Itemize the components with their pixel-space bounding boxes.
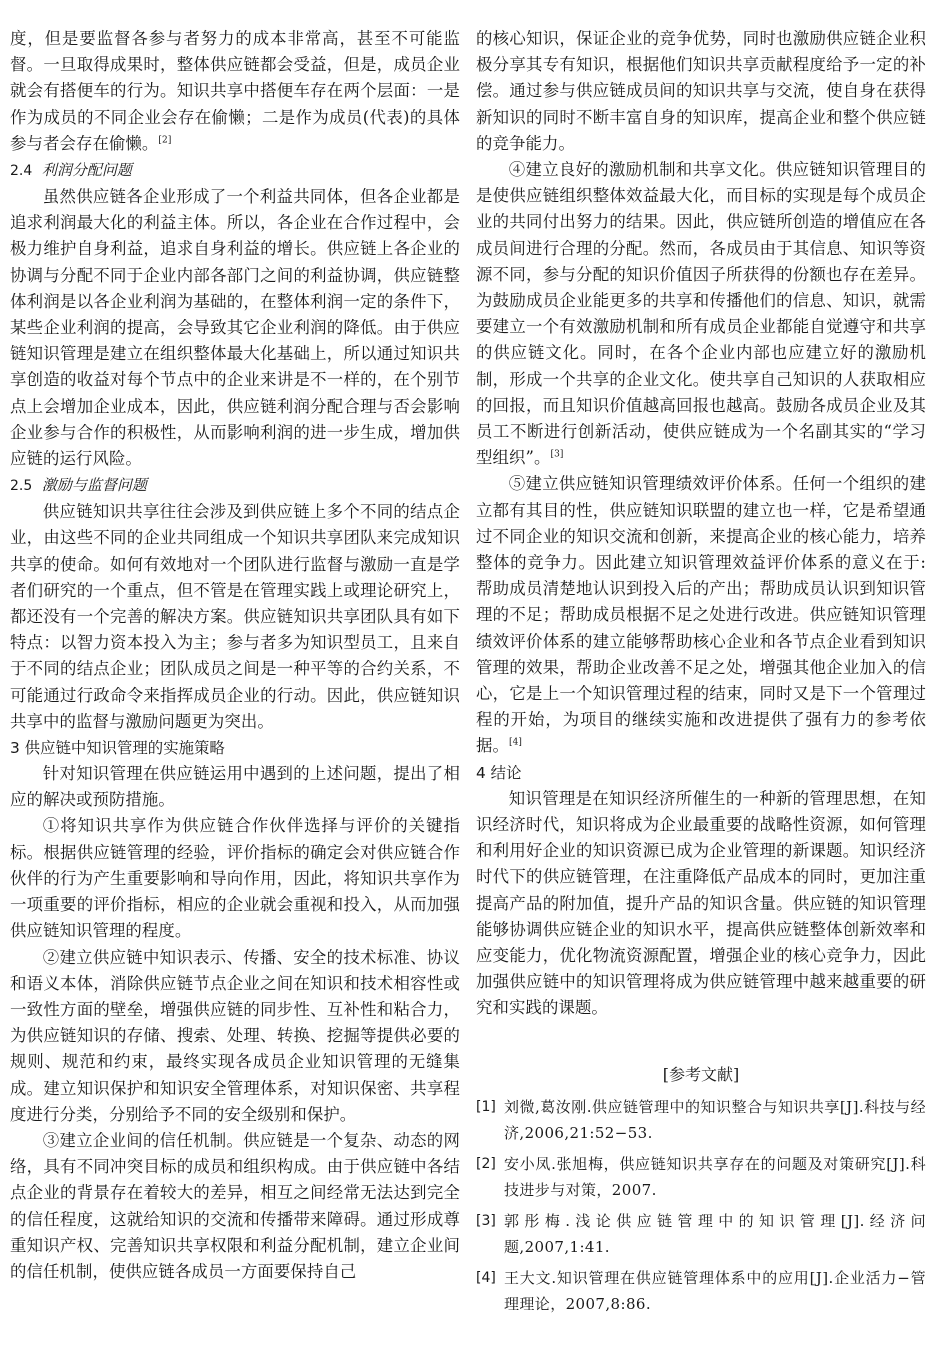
reference-number: [3] bbox=[476, 1212, 496, 1229]
reference-text: 安小凤.张旭梅，供应链知识共享存在的问题及对策研究[J].科技进步与对策，2007. bbox=[504, 1154, 926, 1199]
citation: [3] bbox=[550, 449, 564, 460]
reference-number: [2] bbox=[476, 1155, 496, 1172]
reference-number: [1] bbox=[476, 1098, 496, 1115]
references-title: [参考文献] bbox=[662, 1064, 740, 1084]
reference-text: 郭彤梅.浅论供应链管理中的知识管理[J].经济问题,2007,1:41. bbox=[504, 1211, 926, 1256]
paragraph bbox=[10, 26, 460, 157]
reference-item bbox=[476, 1265, 926, 1317]
section-title: 激励与监督问题 bbox=[41, 476, 147, 495]
section-number: 2.5 bbox=[10, 478, 33, 495]
reference-item bbox=[476, 1151, 926, 1203]
paragraph-text: 度，但是要监督各参与者努力的成本非常高，甚至不可能监督。一旦取得成果时，整体供应链都会受益，但是，成员企业就会有搭便车的行为。知识共享中搭便车存在两个层面：一是作为成员的不同企业会存在偷懒；二是作为成员(代表)的具体参与者会存在偷懒。 bbox=[10, 29, 460, 153]
reference-text: 刘微,葛汝刚.供应链管理中的知识整合与知识共享[J].科技与经济,2006,21:52−53. bbox=[504, 1097, 926, 1142]
citation: [2] bbox=[158, 135, 172, 146]
section-heading-3: 3 供应链中知识管理的实施策略 bbox=[10, 739, 225, 758]
paragraph-text: ④建立良好的激励机制和共享文化。供应链知识管理目的是使供应链组织整体效益最大化，而目标的实现是每个成员企业的共同付出努力的结果。因此，供应链所创造的增值应在各成员间进行合理的分配。然而，各成员由于其信息、知识等资源不同，参与分配的知识价值因子所获得的份额也存在差异。为鼓励成员企业能更多的共享和传播他们的信息、知识，就需要建立一个有效激励机制和所有成员企业都能自觉遵守和共享的供应链文化。同时，在各个企业内部也应建立好的激励机制，形成一个共享的企业文化。使共享自己知识的人获取相应的回报，而且知识价值越高回报也越高。鼓励各成员企业及其员工不断进行创新活动，使供应链成为一个名副其实的“学习型组织”。 bbox=[476, 160, 926, 468]
reference-text: 王大文.知识管理在供应链管理体系中的应用[J].企业活力−管理理论，2007,8:86. bbox=[504, 1268, 926, 1313]
citation: [4] bbox=[508, 738, 523, 749]
section-number: 2.4 bbox=[10, 163, 33, 180]
reference-item bbox=[476, 1208, 926, 1260]
reference-item bbox=[476, 1094, 926, 1146]
right-column bbox=[476, 0, 926, 1370]
paragraph: ③建立企业间的信任机制。供应链是一个复杂、动态的网络，具有不同冲突目标的成员和组织构成。由于供应链中各结点企业的背景存在着较大的差异，相互之间经常无法达到完全的信任程度，这就给知识的交流和传播带来障碍。通过形成尊重知识产权、完善知识共享权限和利益分配机制，建立企业间的信任机制，使供应链各成员一方面要保持自己 bbox=[10, 1130, 460, 1281]
paragraph: ①将知识共享作为供应链合作伙伴选择与评价的关键指标。根据供应链管理的经验，评价指标的确定会对供应链合作伙伴的行为产生重要影响和导向作用，因此，将知识共享作为一项重要的评价指标，相应的企业就会重视和投入，从而加强供应链知识管理的程度。 bbox=[10, 816, 460, 941]
left-column bbox=[10, 0, 460, 1370]
paragraph bbox=[476, 471, 926, 759]
paper-page bbox=[10, 0, 926, 1344]
section-heading-2-5 bbox=[10, 472, 460, 499]
paragraph: 供应链知识共享往往会涉及到供应链上多个不同的结点企业，由这些不同的企业共同组成一个知识共享团队来完成知识共享的使命。如何有效地对一个团队进行监督与激励一直是学者们研究的一个重点，但不管是在管理实践上或理论研究上，都还没有一个完善的解决方案。供应链知识共享团队具有如下特点：以智力资本投入为主；参与者多为知识型员工，且来自于不同的结点企业；团队成员之间是一种平等的合约关系，不可能通过行政命令来指挥成员企业的行动。因此，供应链知识共享中的监督与激励问题更为突出。 bbox=[10, 502, 460, 731]
reference-number: [4] bbox=[476, 1269, 496, 1286]
paragraph: 针对知识管理在供应链运用中遇到的上述问题，提出了相应的解决或预防措施。 bbox=[10, 764, 460, 810]
paragraph: 虽然供应链各企业形成了一个利益共同体，但各企业都是追求利润最大化的利益主体。所以，各企业在合作过程中，会极力维护自身利益，追求自身利益的增长。供应链上各企业的协调与分配不同于企业内部各部门之间的利益协调，供应链整体利润是以各企业利润为基础的，在整体利润一定的条件下，某些企业利润的提高，会导致其它企业利润的降低。由于供应链知识管理是建立在组织整体最大化基础上，所以通过知识共享创造的收益对每个节点中的企业来讲是不一样的，在个别节点上会增加企业成本，因此，供应链利润分配合理与否会影响企业参与合作的积极性，从而影响利润的进一步生成，增加供应链的运行风险。 bbox=[10, 187, 460, 469]
paragraph-text: ⑤建立供应链知识管理绩效评价体系。任何一个组织的建立都有其目的性，供应链知识联盟的建立也一样，它是希望通过不同企业的知识交流和创新，来提高企业的核心能力，培养整体的竞争力。因此建立知识管理效益评价体系的意义在于:帮助成员清楚地认识到投入后的产出；帮助成员认识到知识管理的不足；帮助成员根据不足之处进行改进。供应链知识管理绩效评价体系的建立能够帮助核心企业和各节点企业看到知识管理的效果，帮助企业改善不足之处，增强其他企业加入的信心，它是上一个知识管理过程的结束，同时又是下一个管理过程的开始，为项目的继续实施和改进提供了强有力的参考依据。 bbox=[476, 474, 926, 756]
paragraph: 的核心知识，保证企业的竞争优势，同时也激励供应链企业积极分享其专有知识，根据他们知识共享贡献程度给予一定的补偿。通过参与供应链成员间的知识共享与交流，使自身在获得新知识的同时不断丰富自身的知识库，提高企业和整个供应链的竞争能力。 bbox=[476, 29, 926, 153]
paragraph: ②建立供应链中知识表示、传播、安全的技术标准、协议和语义本体，消除供应链节点企业之间在知识和技术相容性或一致性方面的壁垒，增强供应链的同步性、互补性和粘合力，为供应链知识的存储、搜索、处理、转换、挖掘等提供必要的规则、规范和约束，最终实现各成员企业知识管理的无缝集成。建立知识保护和知识安全管理体系，对知识保密、共享程度进行分类，分别给予不同的安全级别和保护。 bbox=[10, 947, 460, 1124]
section-heading-4: 4 结论 bbox=[476, 763, 522, 782]
section-title: 利润分配问题 bbox=[41, 161, 132, 180]
reference-list bbox=[476, 1094, 926, 1317]
paragraph bbox=[476, 157, 926, 471]
section-heading-2-4 bbox=[10, 157, 460, 184]
paragraph: 知识管理是在知识经济所催生的一种新的管理思想，在知识经济时代，知识将成为企业最重要的战略性资源，如何管理和利用好企业的知识资源已成为企业管理的新课题。知识经济时代下的供应链管理，在注重降低产品成本的同时，更加注重提高产品的附加值，提升产品的知识含量。供应链的知识管理能够协调供应链企业的知识水平，提高供应链整体创新效率和应变能力，优化物流资源配置，增强企业的核心竞争力，因此加强供应链中的知识管理将成为供应链管理中越来越重要的研究和实践的课题。 bbox=[476, 788, 926, 1018]
